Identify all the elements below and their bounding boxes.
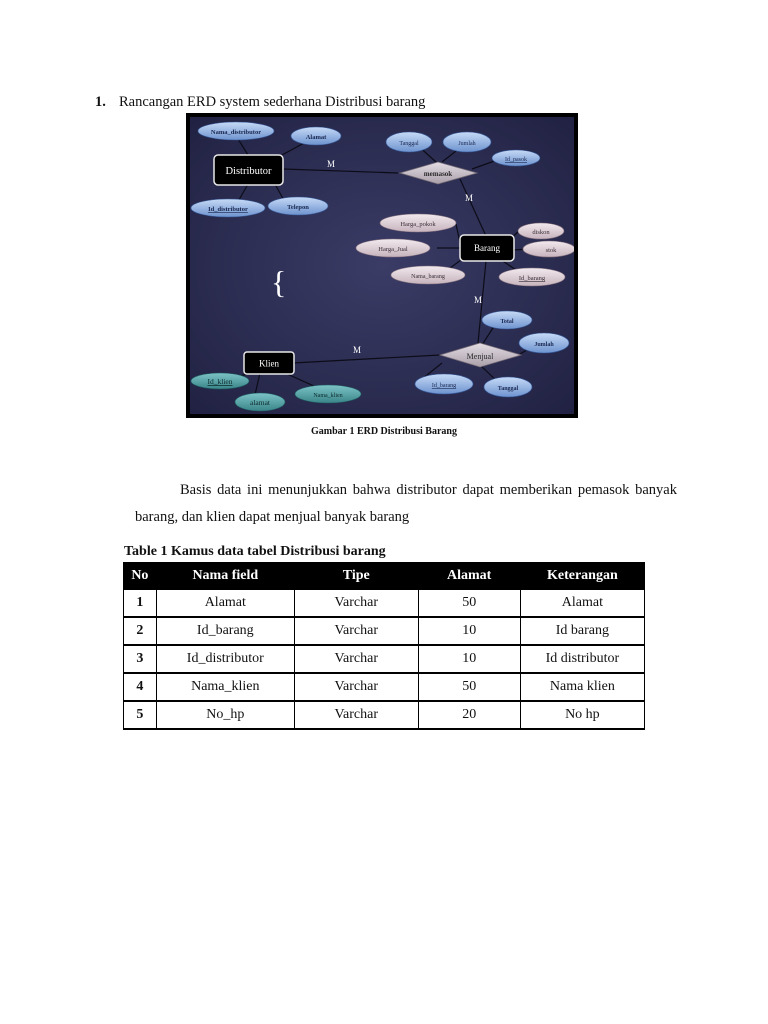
data-dictionary-table — [123, 562, 645, 730]
cell-no: 1 — [124, 590, 157, 618]
cell-keterangan: Id barang — [520, 617, 644, 645]
section-title: Rancangan ERD system sederhana Distribusi barang — [119, 94, 426, 110]
table-title: Table 1 Kamus data tabel Distribusi barang — [124, 544, 386, 559]
cell-nama-field: Nama_klien — [156, 673, 294, 701]
brace-glyph: { — [271, 264, 287, 300]
table-row — [124, 590, 645, 618]
entity-klien — [244, 352, 294, 374]
attribute-alamat-klien — [235, 393, 285, 411]
column-header-tipe: Tipe — [294, 563, 418, 590]
svg-text:Klien: Klien — [259, 358, 279, 369]
svg-text:stok: stok — [545, 247, 557, 254]
attribute-id-barang-menjual — [415, 374, 473, 394]
table-row — [124, 673, 645, 701]
entity-distributor — [214, 155, 283, 185]
attribute-nama-distributor — [198, 122, 274, 140]
attribute-id-klien — [191, 373, 249, 389]
svg-text:diskon: diskon — [532, 229, 550, 236]
cell-nama-field: No_hp — [156, 701, 294, 729]
cell-keterangan: Alamat — [520, 590, 644, 618]
svg-text:alamat: alamat — [250, 398, 270, 407]
cardinality-label: M — [474, 295, 483, 305]
erd-diagram — [186, 113, 578, 418]
attribute-nama-barang — [391, 266, 465, 284]
svg-text:Id_klien: Id_klien — [207, 377, 233, 386]
column-header-no: No — [124, 563, 157, 590]
cell-keterangan: No hp — [520, 701, 644, 729]
column-header-alamat: Alamat — [418, 563, 520, 590]
cell-alamat: 20 — [418, 701, 520, 729]
attribute-stok — [523, 241, 574, 257]
cell-no: 2 — [124, 617, 157, 645]
cell-no: 5 — [124, 701, 157, 729]
cell-tipe: Varchar — [294, 701, 418, 729]
svg-text:Jumlah: Jumlah — [458, 141, 476, 147]
svg-text:Nama_klien: Nama_klien — [313, 393, 343, 399]
svg-text:Id_pasok: Id_pasok — [505, 157, 527, 163]
svg-text:Tanggal: Tanggal — [497, 386, 519, 392]
body-paragraph: Basis data ini menunjukkan bahwa distributor dapat memberikan pemasok banyak barang, dan klien dapat menjual banyak barang — [135, 482, 677, 525]
svg-text:Nama_distributor: Nama_distributor — [210, 129, 262, 136]
cell-tipe: Varchar — [294, 617, 418, 645]
attribute-total — [482, 311, 532, 329]
cell-tipe: Varchar — [294, 645, 418, 673]
entity-barang — [460, 235, 514, 261]
section-heading — [95, 94, 425, 111]
svg-text:Menjual: Menjual — [466, 352, 494, 361]
attribute-id-distributor — [191, 199, 265, 217]
attribute-nama-klien — [295, 385, 361, 403]
attribute-alamat-distributor — [291, 127, 341, 145]
cell-keterangan: Id distributor — [520, 645, 644, 673]
svg-text:Harga_pokok: Harga_pokok — [400, 221, 436, 228]
svg-text:memasok: memasok — [423, 170, 453, 178]
column-header-keterangan: Keterangan — [520, 563, 644, 590]
svg-text:Jumlah: Jumlah — [534, 342, 554, 348]
svg-text:Telepon: Telepon — [287, 204, 309, 211]
attribute-id-pasok — [492, 150, 540, 166]
table-header-row — [124, 563, 645, 590]
cell-no: 4 — [124, 673, 157, 701]
svg-text:Alamat: Alamat — [305, 134, 327, 141]
attribute-jumlah-menjual — [519, 333, 569, 353]
cell-tipe: Varchar — [294, 673, 418, 701]
svg-text:Nama_barang: Nama_barang — [411, 274, 445, 280]
cell-alamat: 10 — [418, 617, 520, 645]
svg-text:Distributor: Distributor — [225, 166, 272, 177]
attribute-tanggal-menjual — [484, 377, 532, 397]
svg-text:Barang: Barang — [474, 243, 500, 253]
svg-text:Total: Total — [500, 319, 514, 325]
cardinality-label: M — [327, 159, 336, 169]
svg-text:Tanggal: Tanggal — [399, 141, 419, 147]
section-number: 1. — [95, 94, 106, 110]
attribute-diskon — [518, 223, 564, 239]
table-row — [124, 645, 645, 673]
attribute-harga-jual — [356, 239, 430, 257]
cell-no: 3 — [124, 645, 157, 673]
attribute-id-barang — [499, 268, 565, 286]
svg-text:Id_barang: Id_barang — [431, 383, 457, 389]
cell-nama-field: Alamat — [156, 590, 294, 618]
attribute-tanggal-memasok — [386, 132, 432, 152]
cardinality-label: M — [465, 193, 474, 203]
table-row — [124, 617, 645, 645]
cell-alamat: 50 — [418, 673, 520, 701]
table-row — [124, 701, 645, 729]
attribute-harga-pokok — [380, 214, 456, 232]
cell-keterangan: Nama klien — [520, 673, 644, 701]
cell-nama-field: Id_barang — [156, 617, 294, 645]
svg-text:Harga_Jual: Harga_Jual — [378, 246, 408, 253]
cardinality-label: M — [353, 345, 362, 355]
cell-alamat: 10 — [418, 645, 520, 673]
attribute-telepon — [268, 197, 328, 215]
figure-caption: Gambar 1 ERD Distribusi Barang — [311, 426, 457, 437]
cell-alamat: 50 — [418, 590, 520, 618]
svg-text:Id_distributor: Id_distributor — [208, 206, 248, 213]
cell-tipe: Varchar — [294, 590, 418, 618]
attribute-jumlah-memasok — [443, 132, 491, 152]
column-header-nama-field: Nama field — [156, 563, 294, 590]
cell-nama-field: Id_distributor — [156, 645, 294, 673]
erd-canvas — [190, 117, 574, 414]
svg-text:Id_barang: Id_barang — [518, 275, 546, 282]
